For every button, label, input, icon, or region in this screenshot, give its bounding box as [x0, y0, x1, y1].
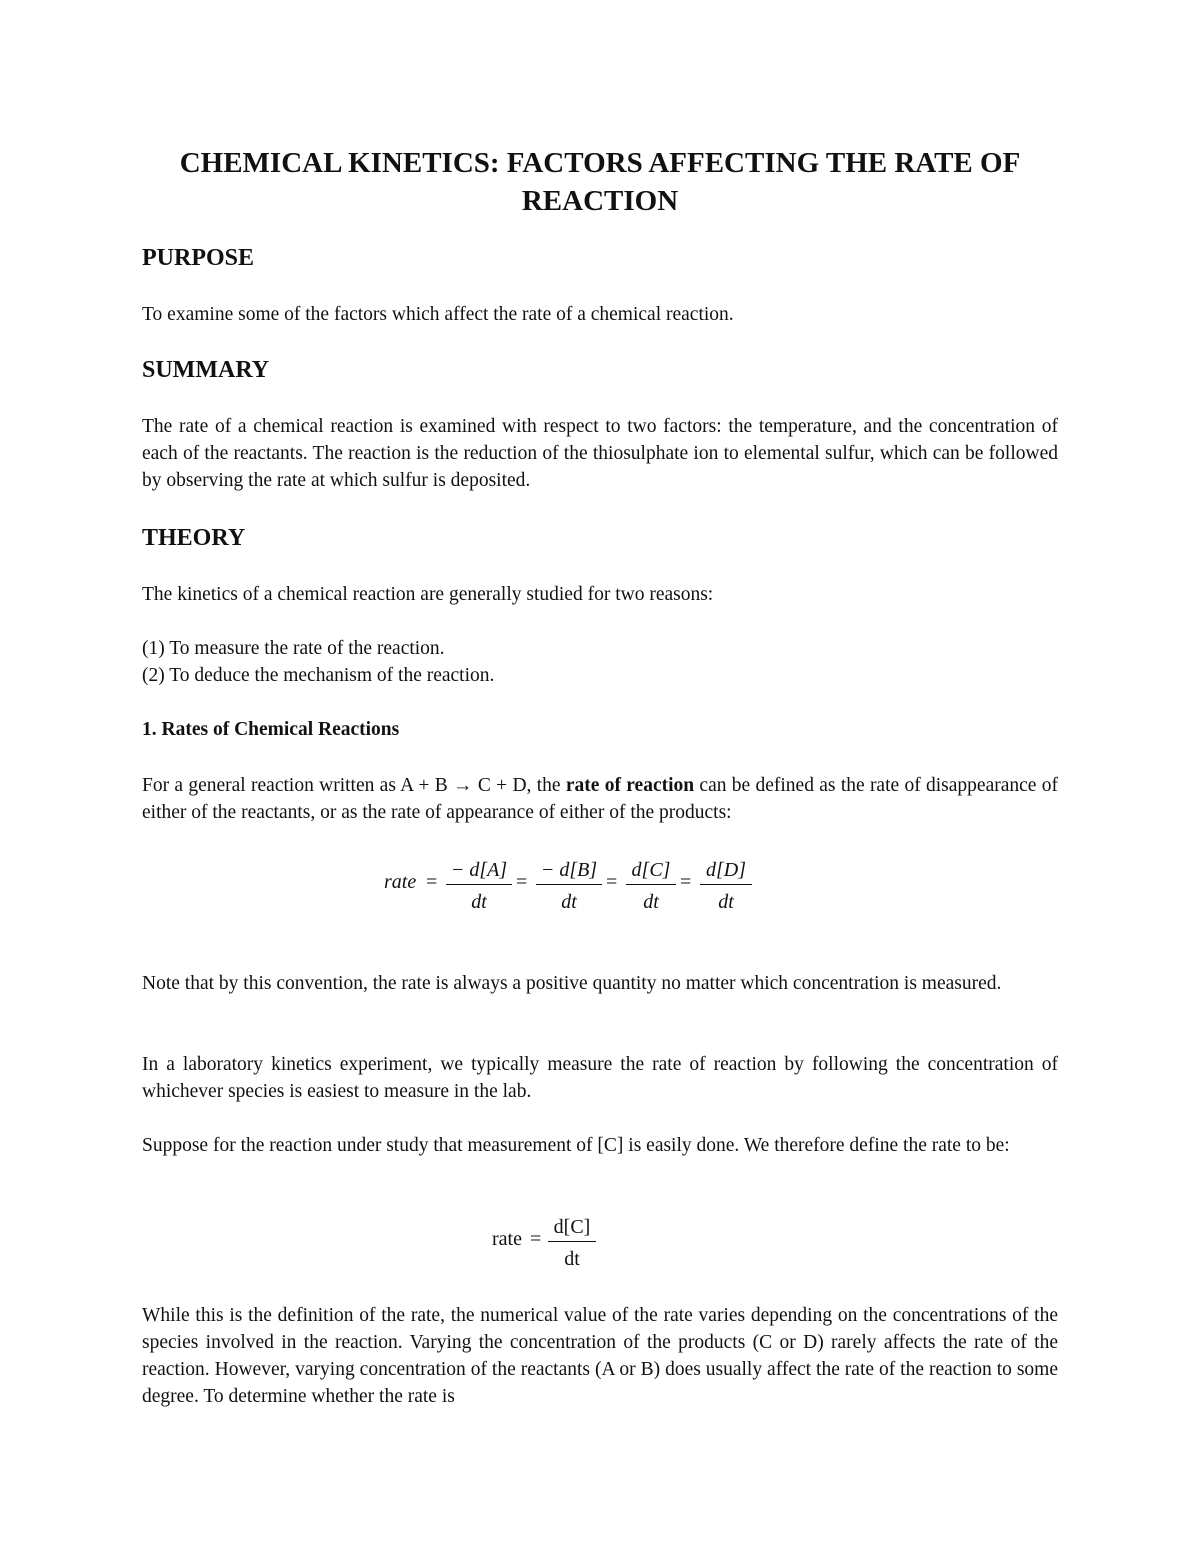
purpose-heading: PURPOSE: [142, 245, 255, 271]
suppose-paragraph: Suppose for the reaction under study that measurement of [C] is easily done. We therefore define the rate to be:: [142, 1135, 1010, 1156]
theory-heading: THEORY: [142, 525, 246, 551]
eq1-equals-1: =: [426, 871, 438, 893]
eq2-lhs: rate: [492, 1228, 522, 1250]
fraction-dc-den: dt: [564, 1248, 580, 1270]
fraction-d-den: dt: [718, 891, 734, 913]
purpose-text: To examine some of the factors which affect the rate of a chemical reaction.: [142, 304, 734, 325]
fraction-c-num: d[C]: [626, 857, 676, 885]
rate-definition-paragraph: [142, 772, 1058, 826]
summary-text: The rate of a chemical reaction is examined with respect to two factors: the temperature, and the concentration of each of the reactants. The reaction is the reduction of the thiosulphate ion to elemental sulfur, which can be followed by observing the rate at which sulfur is deposited.: [142, 416, 1058, 491]
eq2-equals: =: [530, 1228, 542, 1250]
document-title: CHEMICAL KINETICS: FACTORS AFFECTING THE RATE OF REACTION: [179, 147, 1021, 217]
fraction-a-num: − d[A]: [446, 857, 512, 885]
fraction-dc-num: d[C]: [548, 1214, 596, 1242]
fraction-c: [626, 857, 676, 917]
para1-after: can be defined as the rate of disappearance of either of the reactants, or as the rate of appearance of either of the products:: [142, 775, 1058, 823]
eq1-equals-4: =: [680, 871, 692, 893]
fraction-a-den: dt: [471, 891, 487, 913]
fraction-b-num: − d[B]: [536, 857, 602, 885]
eq1-lhs: rate: [384, 871, 417, 893]
lab-measure-paragraph: In a laboratory kinetics experiment, we typically measure the rate of reaction by following the concentration of whichever species is easiest to measure in the lab.: [142, 1054, 1058, 1102]
fraction-b-den: dt: [561, 891, 577, 913]
convention-note: Note that by this convention, the rate is always a positive quantity no matter which concentration is measured.: [142, 973, 1002, 994]
fraction-c-den: dt: [643, 891, 659, 913]
fraction-dc-dt: [548, 1214, 596, 1274]
theory-intro: The kinetics of a chemical reaction are generally studied for two reasons:: [142, 584, 714, 605]
summary-heading: SUMMARY: [142, 357, 270, 383]
fraction-b: [536, 857, 602, 917]
fraction-d: [700, 857, 752, 917]
rate-of-reaction-term: rate of reaction: [565, 775, 695, 796]
eq1-equals-2: =: [516, 871, 528, 893]
reason-item-2: (2) To deduce the mechanism of the reaction.: [142, 665, 495, 686]
reason-item-1: (1) To measure the rate of the reaction.: [142, 638, 445, 659]
eq1-equals-3: =: [606, 871, 618, 893]
para1-before: For a general reaction written as A + B → C + D, the: [142, 775, 566, 796]
rate-variation-paragraph: While this is the definition of the rate, the numerical value of the rate varies depending on the concentrations of the species involved in the reaction. Varying the concentration of the products (C or D) rarely affects the rate of the reaction. However, varying concentration of the reactants (A or B) does usually affect the rate of the reaction to some degree. To determine whether the rate is: [142, 1305, 1058, 1407]
fraction-a: [446, 857, 512, 917]
fraction-d-num: d[D]: [700, 857, 752, 885]
section-heading-rates: 1. Rates of Chemical Reactions: [142, 719, 400, 740]
